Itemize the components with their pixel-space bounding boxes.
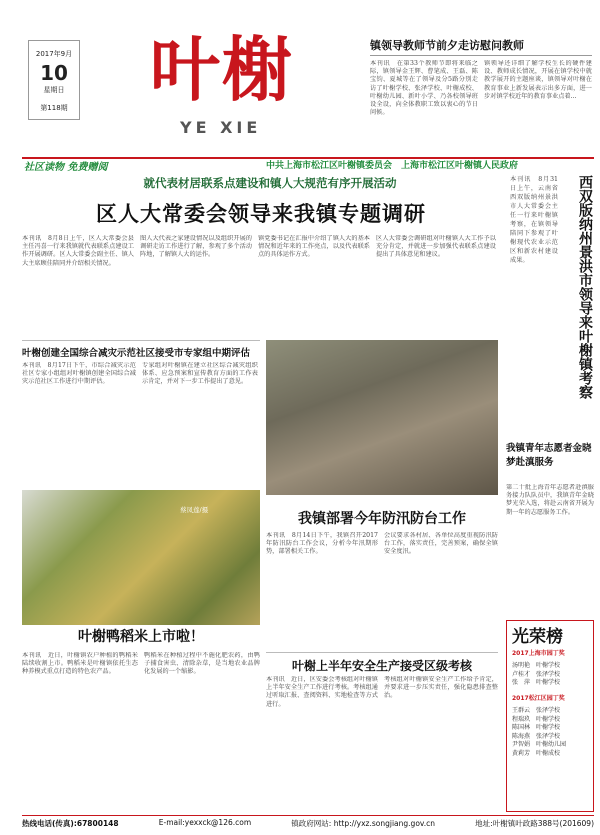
- honor-sub2: 2017松江区园丁奖: [512, 695, 565, 702]
- issue-number: 第118期: [40, 104, 68, 112]
- lead-col1: 本刊讯 8月8日上午，区人大常委会县主任冯喜一行来我镇就代表联系点建设工作开展调研。区人大常委会副主任、镇人大主席顾佳陪同并介绍相关情况。: [22, 235, 134, 267]
- story4-headline: 我镇部署今年防汛防台工作: [298, 511, 466, 527]
- honor-item: 汤明艳 叶榭学校: [512, 662, 561, 669]
- teacher-day-headline: 镇领导教师节前夕走访慰问教师: [370, 39, 524, 52]
- story6-headline: 我镇青年志愿者金晓梦赴滇服务: [506, 443, 592, 468]
- lead-col2: 图人大代表之家建设情况以及组织开展的调研走访工作进行了解，参观了多个活动阵地，了解镇人大的运作。: [140, 235, 252, 259]
- masthead-title: 叶榭: [150, 28, 294, 111]
- story4-col1: 本刊讯 8月14日下午，我镇召开2017年防汛防台工作会议，分析今年汛期形势，部署相关工作。: [266, 532, 378, 556]
- weekday: 星期日: [43, 86, 65, 94]
- story3-col1: 本刊讯 近日，叶榭镇农户种植的鸭稻米陆续收割上市。鸭稻米是叶榭镇依托生态种养模式重点打造的特色农产品。: [22, 652, 138, 676]
- footer-address: 地址:叶榭镇叶政路388号(201609): [475, 819, 594, 828]
- honor-item: 张 萍 叶榭学校: [512, 679, 561, 687]
- story5-col2: 考核组对叶榭镇安全生产工作给予肯定，并要求进一步压实责任，强化隐患排查整治。: [384, 676, 498, 700]
- honor-item: 王群云 张泽学校: [512, 707, 561, 714]
- footer-hotline: 热线电话(传真):67800148: [22, 819, 119, 828]
- honor-list2: [512, 707, 592, 759]
- story5-headline: 叶榭上半年安全生产接受区级考核: [266, 652, 498, 674]
- teacher-day-col1: 本刊讯 在第33个教师节即将来临之际，镇领导金王辉、曹笔成、王磊、陈宝钧、夏城等在了领导及分5路分别走访了叶榭学校、张泽学校、叶榭成校、叶榭幼儿园、新叶小学、乃各校领导班设全设，向全体教职工致以衷心的节日问候。: [370, 60, 478, 117]
- lead-col4: 区人大常委会调研组对叶榭镇人大工作予以充分肯定，并就进一步加强代表联系点建设提出了具体意见和建议。: [376, 235, 496, 259]
- teacher-day-rule: [370, 55, 592, 56]
- teacher-day-col2: 镇领导还详细了解学校生长的硬件建设、教师成长情况，开展在镇学校中就教学展开的主题座谈，镇领导对叶榭在教育事业上新发展表示出多方面，进一步对镇学校近年的教育事业点着...: [484, 60, 592, 100]
- lead-col3: 镇党委书记在汇报中介绍了镇人大的基本情况和近年来的工作亮点，以及代表联系点的具体运作方式。: [258, 235, 370, 259]
- lead-kicker: 就代表材居联系点建设和镇人大规范有序开展活动: [143, 176, 397, 190]
- honor-list1: [512, 662, 592, 688]
- story6-col: 第二十批上海青年志愿者赴滇服务接力队队员中，我镇青年金晓梦光荣入选，将赴云南省开展为期一年的志愿服务工作。: [506, 484, 594, 516]
- rice-harvest-photo: [22, 490, 260, 625]
- meeting-photo: [266, 340, 498, 495]
- story3-col2: 鸭稻米在种植过程中不施化肥农药，由鸭子捕食害虫、清除杂草，是当地农业品牌化发展的一个缩影。: [144, 652, 260, 676]
- date-box: [28, 40, 80, 120]
- honor-item: 黄莉芳 叶榭成校: [512, 749, 561, 757]
- honor-item: 程瑞玖 叶榭学校: [512, 715, 561, 723]
- story4-col2: 会议要求各村居、各单位高度重视防汛防台工作，落实责任，完善预案，确保全镇安全度汛。: [384, 532, 498, 556]
- story2-col1: 本刊讯 8月17日下午，市综合减灾示范社区专家小组组对叶榭镇创建全国综合减灾示范社区工作进行中期评估。: [22, 362, 136, 386]
- honor-title: 光荣榜: [512, 627, 563, 647]
- honor-sub1: 2017上海市园丁奖: [512, 650, 565, 657]
- date-month: 2017年9月: [35, 50, 73, 58]
- footer-email: E-mail:yexxck@126.com: [158, 818, 252, 827]
- story2-col2: 专家组对叶榭镇在建立社区综合减灾组织体系、应急预案和宣传教育方面的工作表示肯定，并对下一步工作提出了意见。: [142, 362, 258, 386]
- side-col: 本刊讯 8月31日上午，云南省西双版纳州景洪市人大常委会主任一行来叶榭镇考察，在镇领导陪同下参观了叶榭现代农业示范区和新农村建设成果。: [510, 176, 558, 264]
- story3-headline: 叶榭鸭稻米上市啦！: [78, 629, 204, 645]
- banner-left: 社区读物 免费赠阅: [24, 162, 108, 173]
- story2-headline: 叶榭创建全国综合减灾示范社区接受市专家组中期评估: [22, 340, 260, 359]
- honor-item: 卢桂才 张泽学校: [512, 670, 561, 678]
- footer-website: 镇政府网站: http://yxz.songjiang.gov.cn: [291, 819, 436, 828]
- side-vertical-title: 西双版纳州景洪市领导来叶榭镇考察: [577, 175, 593, 399]
- photo-caption: 蔡凤莲/摄: [180, 506, 209, 514]
- honor-item: 陈国林 叶榭学校: [512, 724, 561, 732]
- honor-item: 陈海燕 张泽学校: [512, 732, 561, 740]
- footer: [22, 818, 594, 829]
- footer-rule: [22, 815, 594, 816]
- banner-right: 中共上海市松江区叶榭镇委员会 上海市松江区叶榭镇人民政府: [266, 161, 519, 171]
- date-day: 10: [40, 61, 68, 85]
- lead-headline: 区人大常委会领导来我镇专题调研: [96, 201, 426, 226]
- honor-item: 尹智娟 叶榭幼儿园: [512, 741, 567, 749]
- masthead-pinyin: YE XIE: [180, 118, 262, 137]
- story5-col1: 本刊讯 近日，区安委会考核组对叶榭镇上半年安全生产工作进行考核。考核组通过听取汇报、查阅资料、实地检查等方式进行。: [266, 676, 378, 708]
